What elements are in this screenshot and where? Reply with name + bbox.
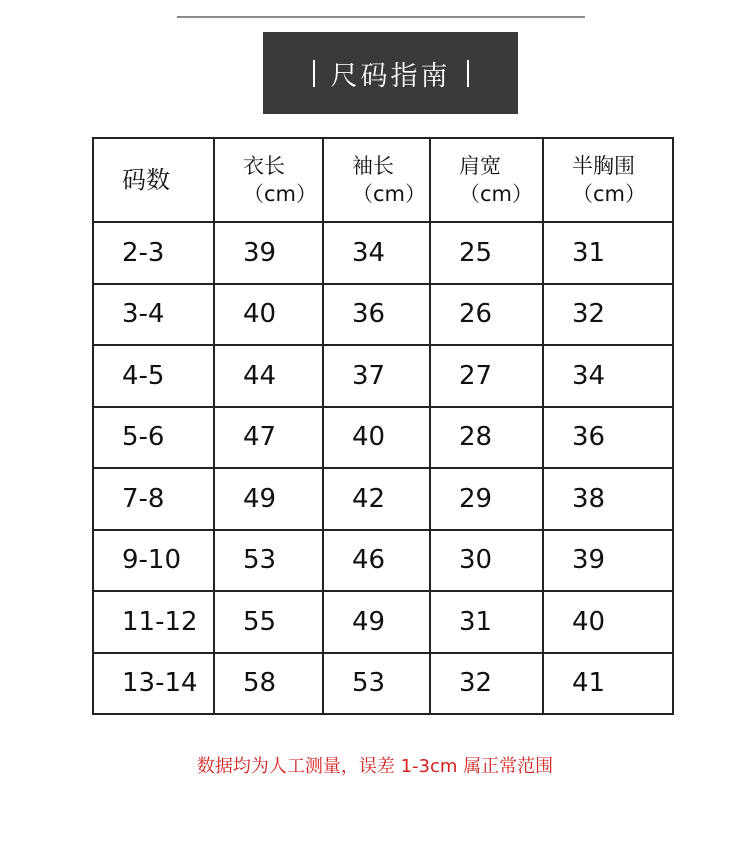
cell-half-chest: 34 [543, 345, 673, 407]
page-title: 尺码指南 [330, 60, 451, 92]
cell-size: 7-8 [93, 468, 214, 530]
header-size: 码数 [93, 138, 214, 222]
cell-length: 58 [214, 653, 323, 715]
header-shoulder: 肩宽 （cm） [430, 138, 543, 222]
cell-size: 13-14 [93, 653, 214, 715]
size-chart-table [92, 137, 674, 715]
table-row [93, 653, 673, 715]
header-sleeve: 袖长 （cm） [323, 138, 430, 222]
cell-sleeve: 34 [323, 222, 430, 284]
cell-half-chest: 38 [543, 468, 673, 530]
cell-sleeve: 36 [323, 284, 430, 346]
cell-size: 3-4 [93, 284, 214, 346]
cell-size: 9-10 [93, 530, 214, 592]
header-half-chest: 半胸围 （cm） [543, 138, 673, 222]
cell-shoulder: 32 [430, 653, 543, 715]
cell-size: 5-6 [93, 407, 214, 469]
cell-size: 2-3 [93, 222, 214, 284]
cell-half-chest: 39 [543, 530, 673, 592]
cell-sleeve: 46 [323, 530, 430, 592]
cell-shoulder: 31 [430, 591, 543, 653]
cell-sleeve: 40 [323, 407, 430, 469]
title-right-bar [467, 60, 469, 87]
cell-sleeve: 49 [323, 591, 430, 653]
cell-shoulder: 26 [430, 284, 543, 346]
cell-half-chest: 31 [543, 222, 673, 284]
cell-shoulder: 30 [430, 530, 543, 592]
cell-size: 4-5 [93, 345, 214, 407]
cell-length: 55 [214, 591, 323, 653]
cell-length: 40 [214, 284, 323, 346]
cell-length: 47 [214, 407, 323, 469]
cell-half-chest: 36 [543, 407, 673, 469]
cell-shoulder: 25 [430, 222, 543, 284]
table-header-row [93, 138, 673, 222]
measurement-note: 数据均为人工测量，误差 1-3cm 属正常范围 [196, 756, 554, 777]
header-length: 衣长 （cm） [214, 138, 323, 222]
cell-length: 39 [214, 222, 323, 284]
table-row [93, 345, 673, 407]
table-row [93, 468, 673, 530]
table-row [93, 530, 673, 592]
cell-length: 49 [214, 468, 323, 530]
title-banner [263, 32, 518, 114]
cell-length: 44 [214, 345, 323, 407]
cell-sleeve: 42 [323, 468, 430, 530]
table-row [93, 222, 673, 284]
cell-half-chest: 41 [543, 653, 673, 715]
table-row [93, 591, 673, 653]
cell-length: 53 [214, 530, 323, 592]
top-divider [177, 16, 585, 18]
cell-half-chest: 40 [543, 591, 673, 653]
cell-sleeve: 53 [323, 653, 430, 715]
table-row [93, 407, 673, 469]
cell-shoulder: 29 [430, 468, 543, 530]
cell-size: 11-12 [93, 591, 214, 653]
title-left-bar [313, 60, 315, 87]
cell-half-chest: 32 [543, 284, 673, 346]
table-row [93, 284, 673, 346]
cell-shoulder: 27 [430, 345, 543, 407]
cell-shoulder: 28 [430, 407, 543, 469]
cell-sleeve: 37 [323, 345, 430, 407]
